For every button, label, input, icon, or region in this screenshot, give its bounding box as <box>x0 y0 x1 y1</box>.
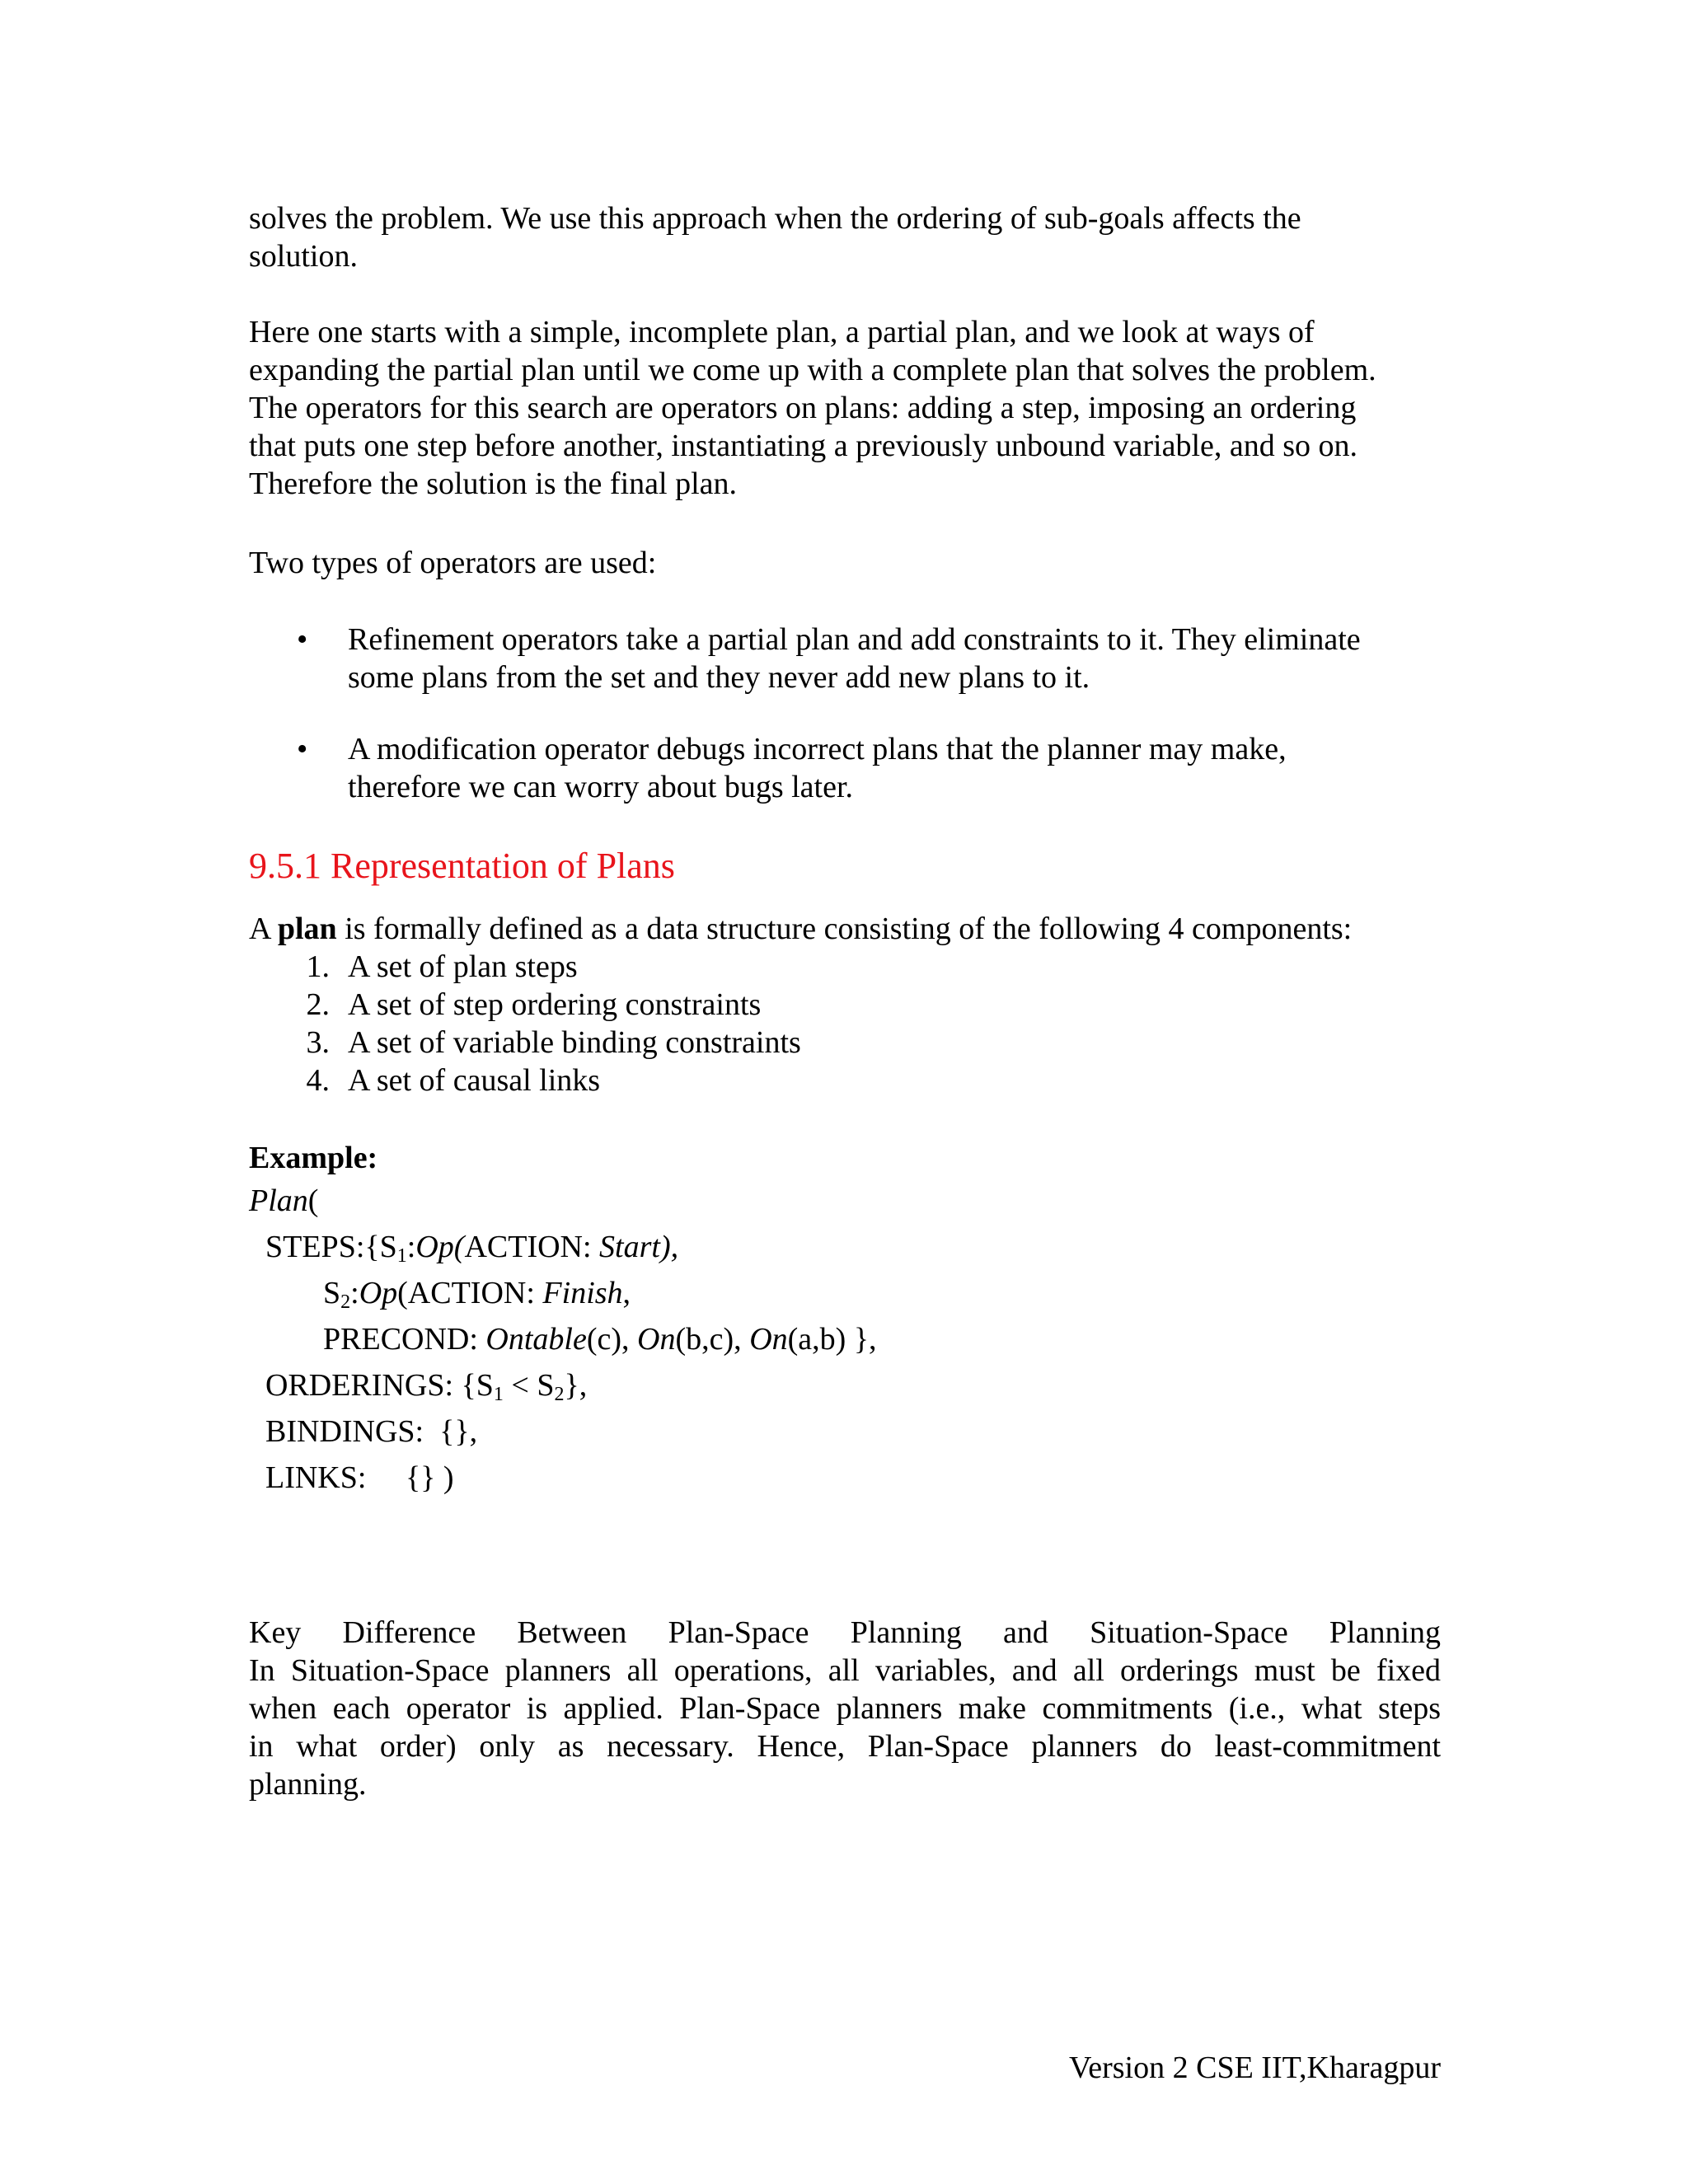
bullet-glyph: • <box>297 732 308 766</box>
steps-label: STEPS:{S <box>265 1230 397 1264</box>
bindings-line: BINDINGS: {}, <box>265 1414 478 1449</box>
ordering-close: }, <box>564 1368 588 1403</box>
predicate-args: (b,c), <box>675 1322 750 1357</box>
text-line: in what order) only as necessary. Hence, Plan-Space planners do least-commitment <box>249 1729 1441 1764</box>
predicate-args: (c), <box>586 1322 638 1357</box>
text-line: planning. <box>249 1767 367 1802</box>
bullet-item-refinement <box>348 621 1441 696</box>
text-line: Therefore the solution is the final plan. <box>249 466 737 501</box>
plan-open <box>249 1182 318 1220</box>
text-line: Refinement operators take a partial plan and add constraints to it. They eliminate <box>348 622 1361 657</box>
page-footer: Version 2 CSE IIT,Kharagpur <box>1069 2050 1441 2085</box>
orderings-label: ORDERINGS: {S <box>265 1368 494 1403</box>
key-difference-paragraph <box>249 1614 1441 1803</box>
text-line: solves the problem. We use this approach when the ordering of sub-goals affects the <box>249 201 1301 236</box>
example-label-text: Example: <box>249 1141 378 1175</box>
plan-keyword: Plan <box>249 1183 308 1218</box>
op-keyword: Op <box>359 1276 398 1310</box>
start-keyword: Start), <box>599 1230 679 1264</box>
intro-paragraph <box>249 199 1441 275</box>
text-line: A modification operator debugs incorrect plans that the planner may make, <box>348 732 1287 766</box>
bullet-item-modification <box>348 730 1441 806</box>
step-name: S <box>323 1276 341 1310</box>
list-item: A set of plan steps <box>348 949 578 984</box>
predicate-args: (a,b) }, <box>787 1322 877 1357</box>
step2-line <box>323 1274 631 1312</box>
subscript: 1 <box>493 1384 504 1405</box>
text-line: some plans from the set and they never add new plans to it. <box>348 660 1090 695</box>
text-line: solution. <box>249 239 358 274</box>
colon: : <box>350 1276 359 1310</box>
steps-line <box>265 1228 678 1266</box>
section-heading: 9.5.1 Representation of Plans <box>249 846 675 886</box>
text-line: therefore we can worry about bugs later. <box>348 770 854 804</box>
comma: , <box>622 1276 631 1310</box>
list-item: A set of step ordering constraints <box>348 987 762 1022</box>
list-number: 3. <box>306 1025 330 1060</box>
colon: : <box>406 1230 416 1264</box>
action-label: ACTION: <box>464 1230 600 1264</box>
text-line: Key Difference Between Plan-Space Planning and Situation-Space Planning <box>249 1615 1441 1650</box>
list-item: A set of causal links <box>348 1063 601 1098</box>
operators-intro: Two types of operators are used: <box>249 546 657 580</box>
subscript: 1 <box>396 1245 407 1267</box>
text-line: The operators for this search are operators on plans: adding a step, imposing an ordering <box>249 391 1357 425</box>
definition-term: plan <box>277 912 337 946</box>
plan-paren: ( <box>307 1183 319 1218</box>
subscript: 2 <box>340 1291 351 1313</box>
precond-line <box>323 1320 877 1358</box>
definition-suffix: is formally defined as a data structure consisting of the following 4 components: <box>336 912 1353 946</box>
predicate: Ontable <box>485 1322 587 1357</box>
list-number: 1. <box>306 949 330 984</box>
action-label: (ACTION: <box>397 1276 543 1310</box>
ordering-op: < S <box>503 1368 555 1403</box>
list-number: 2. <box>306 987 330 1022</box>
text-line: when each operator is applied. Plan-Space planners make commitments (i.e., what steps <box>249 1691 1441 1726</box>
op-keyword: Op( <box>415 1230 465 1264</box>
definition-prefix: A <box>249 912 278 946</box>
precond-label: PRECOND: <box>323 1322 486 1357</box>
partial-plan-paragraph <box>249 313 1441 503</box>
predicate: On <box>749 1322 788 1357</box>
links-line: LINKS: {} ) <box>265 1460 454 1495</box>
subscript: 2 <box>554 1384 565 1405</box>
text-line: In Situation-Space planners all operations, all variables, and all orderings must be fixed <box>249 1653 1441 1688</box>
orderings-line <box>265 1366 587 1404</box>
plan-definition <box>249 910 1352 948</box>
list-number: 4. <box>306 1063 330 1098</box>
list-item: A set of variable binding constraints <box>348 1025 801 1060</box>
predicate: On <box>637 1322 676 1357</box>
example-label <box>249 1139 377 1177</box>
text-line: expanding the partial plan until we come up with a complete plan that solves the problem. <box>249 353 1376 387</box>
finish-keyword: Finish <box>542 1276 623 1310</box>
text-line: that puts one step before another, instantiating a previously unbound variable, and so on. <box>249 429 1358 463</box>
text-line: Here one starts with a simple, incomplete plan, a partial plan, and we look at ways of <box>249 315 1315 349</box>
bullet-glyph: • <box>297 622 308 657</box>
